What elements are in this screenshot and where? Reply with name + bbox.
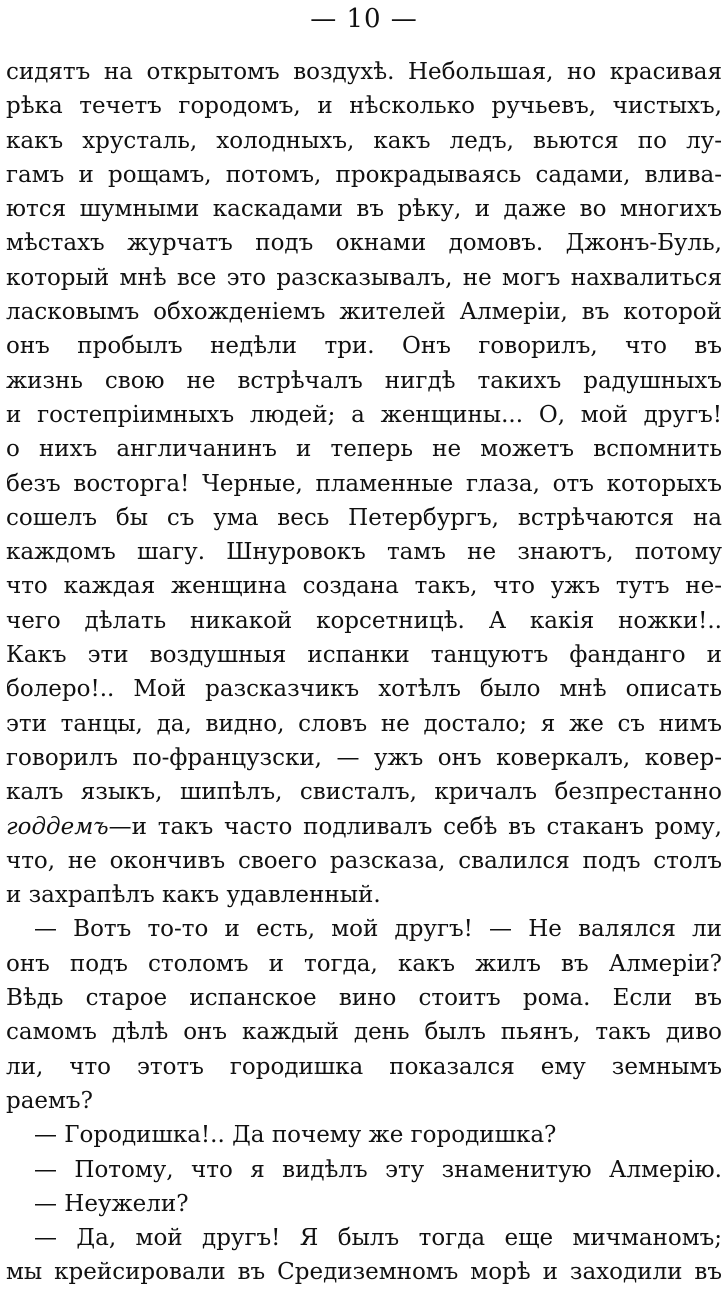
text-line: рѣка течетъ городомъ, и нѣсколько ручьевъ, чистыхъ, (6, 93, 722, 120)
text-line: который мнѣ все это разсказывалъ, не могъ нахвалиться (6, 264, 722, 291)
text-line: ласковымъ обхожденіемъ жителей Алмеріи, въ которой (6, 299, 722, 326)
text-line: и гостепріимныхъ людей; а женщины... О, мой другъ! (6, 401, 722, 428)
text-line: что каждая женщина создана такъ, что ужъ тутъ не- (6, 573, 722, 600)
text-line: чего дѣлать никакой корсетницѣ. А какія ножки!.. (6, 607, 722, 634)
text-line: — Неужели? (34, 1190, 189, 1217)
text-line: какъ хрусталь, холодныхъ, какъ ледъ, вьются по лу- (6, 127, 722, 154)
text-line: что, не окончивъ своего разсказа, свалился подъ столъ (6, 847, 722, 874)
text-line: гамъ и рощамъ, потомъ, прокрадываясь садами, влива- (6, 161, 722, 188)
text-line: калъ языкъ, шипѣлъ, свисталъ, кричалъ безпрестанно (6, 779, 722, 806)
text-line: онъ пробылъ недѣли три. Онъ говорилъ, что въ (6, 333, 722, 360)
text-line: Какъ эти воздушныя испанки танцуютъ фанданго и (6, 642, 722, 669)
text-line: раемъ? (6, 1087, 93, 1114)
text-line: жизнь свою не встрѣчалъ нигдѣ такихъ радушныхъ (6, 367, 722, 394)
text-line: безъ восторга! Черные, пламенные глаза, отъ которыхъ (6, 470, 722, 497)
text-line: ются шумными каскадами въ рѣку, и даже во многихъ (6, 196, 722, 223)
italic-word: годдемъ (6, 813, 109, 840)
body-text (6, 55, 722, 1290)
text-line: говорилъ по-французски, — ужъ онъ коверкалъ, ковер- (6, 744, 722, 771)
text-line: — Потому, что я видѣлъ эту знаменитую Алмерію. (34, 1156, 722, 1183)
text-line: болеро!.. Мой разсказчикъ хотѣлъ было мнѣ описать (6, 676, 722, 703)
text-line: каждомъ шагу. Шнуровокъ тамъ не знаютъ, потому (6, 539, 722, 566)
text-line: сошелъ бы съ ума весь Петербургъ, встрѣчаются на (6, 504, 722, 531)
text-line: сидятъ на открытомъ воздухѣ. Небольшая, но красивая (6, 59, 722, 85)
text-line: — Городишка!.. Да почему же городишка? (34, 1122, 557, 1149)
text-line: Вѣдь старое испанское вино стоитъ рома. Если въ (6, 985, 722, 1012)
text-line: самомъ дѣлѣ онъ каждый день былъ пьянъ, такъ диво (6, 1019, 722, 1046)
text-line: мы крейсировали въ Средиземномъ морѣ и заходили въ (6, 1259, 722, 1286)
text-line: мѣстахъ журчатъ подъ окнами домовъ. Джонъ-Буль, (6, 230, 722, 257)
text-line: — Да, мой другъ! Я былъ тогда еще мичманомъ; (34, 1225, 722, 1252)
text-line-rest: —и такъ часто подливалъ себѣ въ стаканъ рому, (108, 813, 722, 840)
page-number: — 10 — (310, 4, 418, 34)
text-line: ли, что этотъ городишка показался ему земнымъ (6, 1053, 722, 1080)
text-line: онъ подъ столомъ и тогда, какъ жилъ въ Алмеріи? (6, 950, 722, 977)
text-line: — Вотъ то-то и есть, мой другъ! — Не валялся ли (34, 916, 722, 943)
text-line: и захрапѣлъ какъ удавленный. (6, 882, 381, 909)
text-line: о нихъ англичанинъ и теперь не можетъ вспомнить (6, 436, 722, 463)
text-line (6, 810, 722, 844)
text-line: эти танцы, да, видно, словъ не достало; я же съ нимъ (6, 710, 722, 737)
